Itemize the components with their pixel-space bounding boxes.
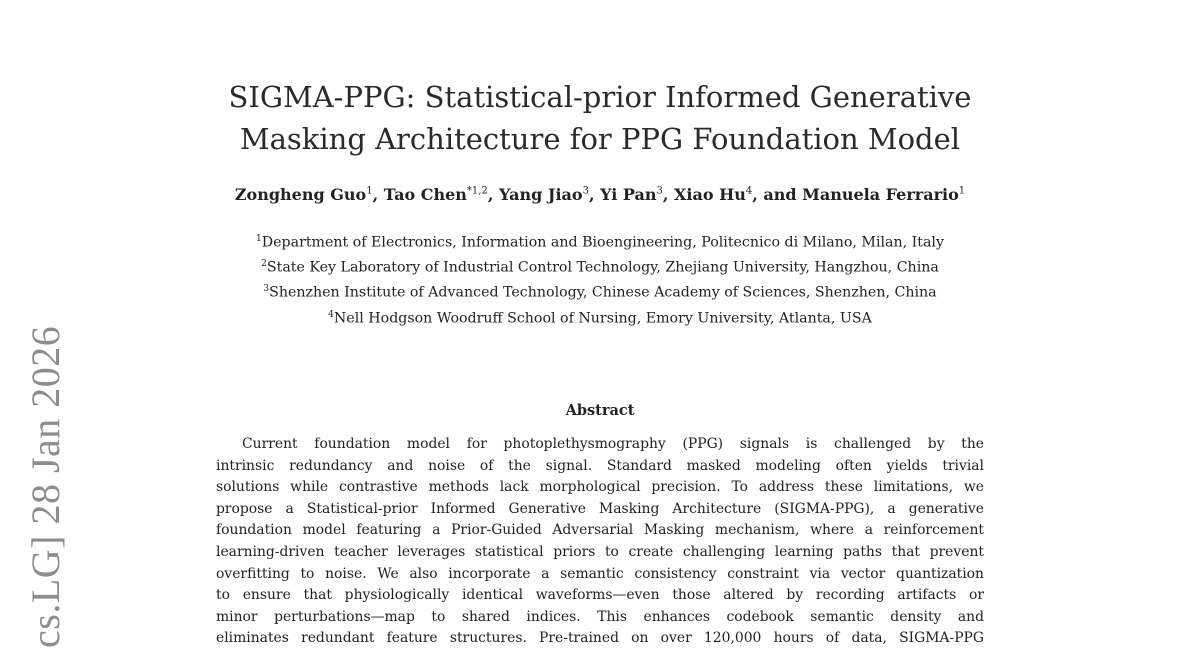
abstract-line: eliminates redundant feature structures. Pre-trained on over 120,000 hours of data, SIGMA-PPG	[216, 630, 984, 647]
author-affiliation-mark: 3	[582, 185, 589, 197]
author: Yi Pan$^3$	[600, 185, 663, 204]
author-list: Zongheng Guo$^1$, Tao Chen$^{*1,2}$, Yang Jiao$^3$, Yi Pan$^3$, Xiao Hu$^4$, and Manuela Ferrario$^1$	[234, 185, 966, 204]
abstract-line: propose a Statistical-prior Informed Generative Masking Architecture (SIGMA-PPG), a generative	[216, 500, 984, 517]
arxiv-side-stamp: cs.LG] 28 Jan 2026	[23, 325, 68, 648]
paper-title-line-2: Masking Architecture for PPG Foundation Model	[239, 122, 961, 156]
author: Manuela Ferrario$^1$	[802, 185, 966, 204]
affiliation: $^4$Nell Hodgson Woodruff School of Nursing, Emory University, Atlanta, USA	[328, 309, 872, 327]
author-affiliation-mark: 4	[745, 185, 753, 197]
author-affiliation-mark: 1	[958, 185, 966, 197]
abstract-heading: Abstract	[565, 402, 635, 419]
author: Yang Jiao$^3$	[498, 185, 589, 204]
abstract-line: minor perturbations—map to shared indices. This enhances codebook semantic density and	[216, 608, 984, 625]
abstract-line: foundation model featuring a Prior-Guided Adversarial Masking mechanism, where a reinforcement	[216, 522, 984, 539]
author-affiliation-mark: 3	[656, 185, 663, 197]
author-affiliation-mark: *1,2	[466, 185, 488, 197]
abstract-line: overfitting to noise. We also incorporate a semantic consistency constraint via vector quantization	[216, 565, 984, 582]
abstract-line: Current foundation model for photoplethysmography (PPG) signals is challenged by the	[242, 436, 984, 452]
author: Tao Chen$^{*1,2}$	[383, 185, 488, 204]
paper-title	[0, 76, 1200, 160]
author: Zongheng Guo$^1$	[234, 185, 373, 204]
affiliation-list	[0, 229, 1200, 330]
abstract-line: intrinsic redundancy and noise of the signal. Standard masked modeling often yields trivial	[216, 457, 984, 474]
abstract-line: solutions while contrastive methods lack morphological precision. To address these limitations, we	[216, 479, 984, 496]
abstract-line: to ensure that physiologically identical waveforms—even those altered by recording artifacts or	[216, 587, 984, 604]
paper-title-line-1: SIGMA-PPG: Statistical-prior Informed Generative	[228, 80, 972, 114]
abstract-body	[216, 434, 984, 650]
author-affiliation-mark: 1	[366, 185, 373, 197]
abstract-line: learning-driven teacher leverages statistical priors to create challenging learning paths that prevent	[216, 543, 984, 560]
affiliation: $^2$State Key Laboratory of Industrial Control Technology, Zhejiang University, Hangzhou, China	[261, 259, 939, 276]
affiliation: $^3$Shenzhen Institute of Advanced Technology, Chinese Academy of Sciences, Shenzhen, China	[263, 284, 937, 302]
affiliation: $^1$Department of Electronics, Information and Bioengineering, Politecnico di Milano, Milan, Italy	[256, 234, 944, 251]
author: Xiao Hu$^4$	[674, 185, 753, 204]
